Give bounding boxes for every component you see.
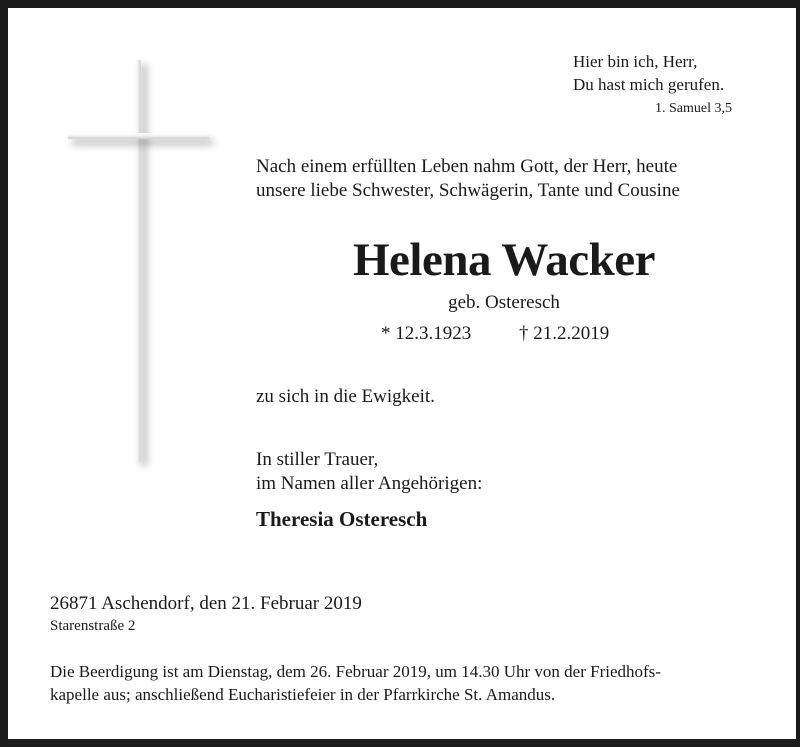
verse-reference: 1. Samuel 3,5: [655, 101, 732, 116]
cross-horizontal-beam: [68, 133, 209, 139]
birth-name: geb. Osteresch: [448, 292, 560, 313]
signatory-name: Theresia Osteresch: [256, 507, 428, 531]
street-address: Starenstraße 2: [50, 618, 136, 634]
bible-verse: [573, 50, 724, 96]
funeral-notice: [50, 660, 661, 706]
verse-line-2: Du hast mich gerufen.: [573, 75, 725, 94]
death-date: † 21.2.2019: [519, 323, 610, 344]
deceased-name: Helena Wacker: [352, 234, 655, 286]
birth-date: * 12.3.1923: [381, 323, 472, 344]
intro-text: [256, 155, 680, 203]
cross-vertical-beam: [135, 60, 141, 462]
mourning-line-2: im Namen aller Angehörigen:: [256, 473, 483, 494]
place-and-date: 26871 Aschendorf, den 21. Februar 2019: [50, 593, 362, 614]
mourning-line-1: In stiller Trauer,: [256, 449, 379, 470]
verse-line-1: Hier bin ich, Herr,: [573, 52, 698, 71]
funeral-line-1: Die Beerdigung ist am Dienstag, dem 26. Februar 2019, um 14.30 Uhr von der Friedhofs-: [50, 662, 661, 681]
intro-line-1: Nach einem erfüllten Leben nahm Gott, der Herr, heute: [256, 156, 678, 177]
funeral-line-2: kapelle aus; anschließend Eucharistiefeier in der Pfarrkirche St. Amandus.: [50, 685, 556, 704]
intro-line-2: unsere liebe Schwester, Schwägerin, Tante und Cousine: [256, 180, 680, 201]
mourning-text: [256, 448, 482, 496]
closing-text: zu sich in die Ewigkeit.: [256, 386, 435, 407]
